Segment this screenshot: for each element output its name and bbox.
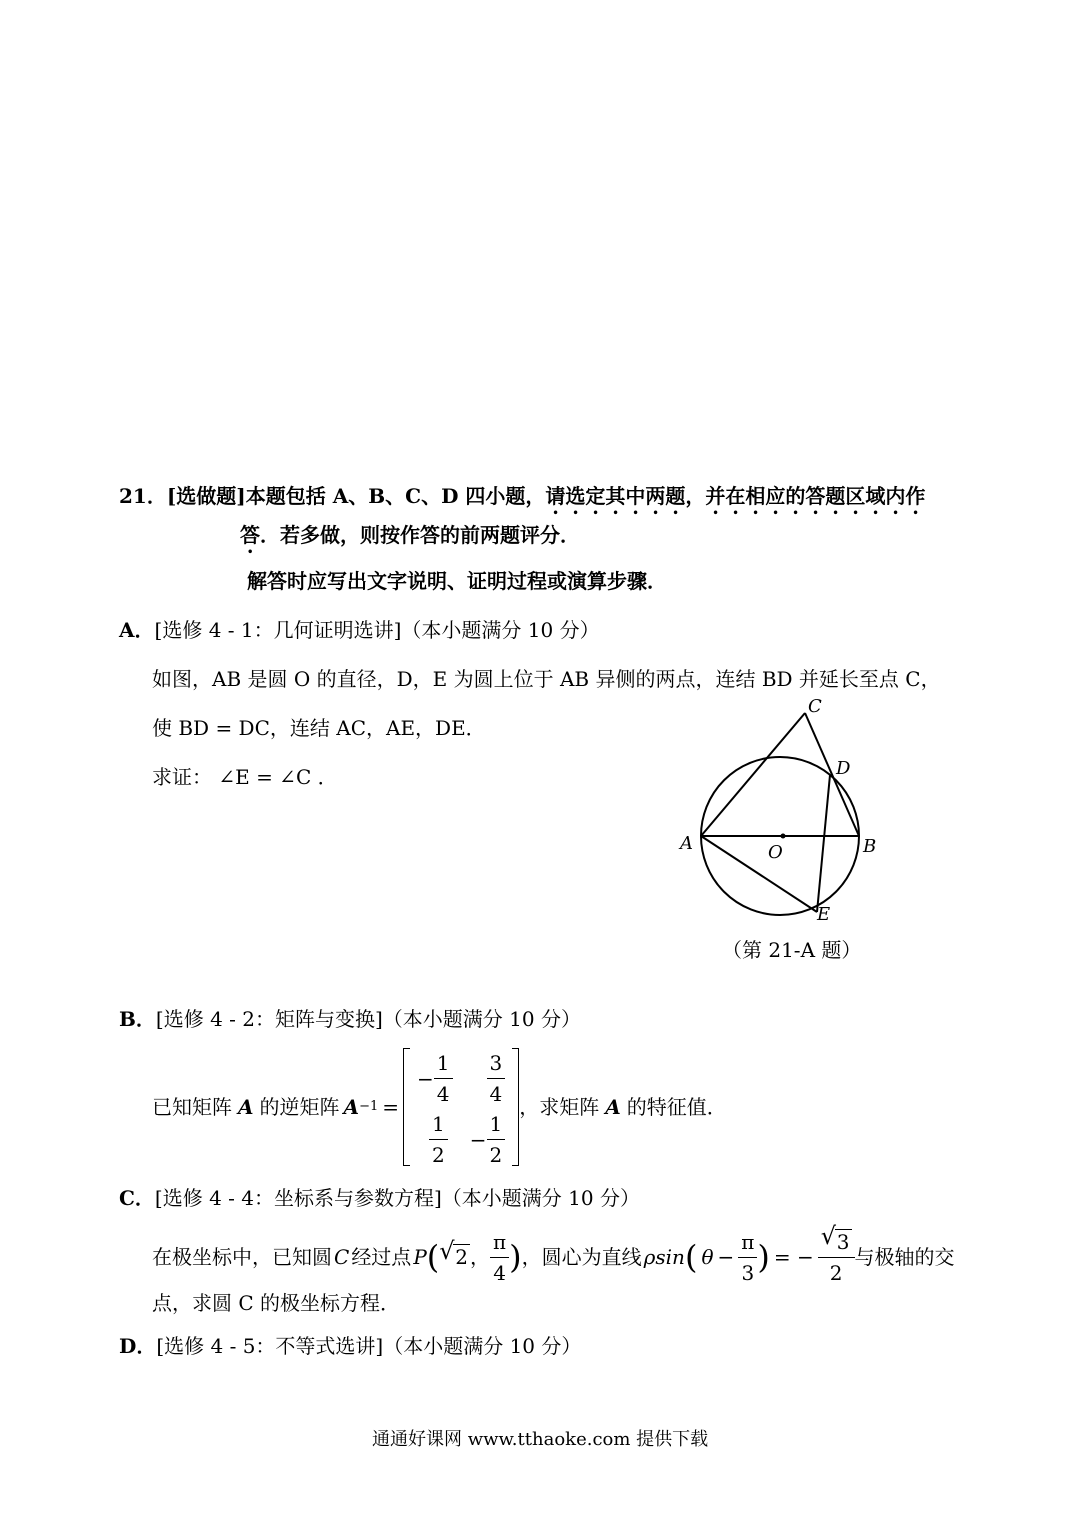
segment-ae [701, 836, 817, 912]
inverse-name: A [343, 1095, 360, 1119]
left-paren: ( [684, 1238, 698, 1276]
numerator: π [490, 1227, 509, 1258]
part-a-title: [选修 4 - 1：几何证明选讲]（本小题满分 10 分） [154, 618, 600, 642]
label-b: B [863, 836, 877, 857]
equals-minus: = − [773, 1245, 814, 1269]
denominator: 2 [489, 1143, 503, 1167]
equals-sign: = [382, 1095, 399, 1119]
circle-name: C [334, 1245, 350, 1269]
part-b-prefix: 已知矩阵 [152, 1095, 232, 1119]
question-21-header [119, 482, 925, 519]
page-footer: 通通好课网 www.tthaoke.com 提供下载 [372, 1429, 709, 1450]
matrix-row-1 [417, 1048, 505, 1109]
matrix-cell-12 [487, 1048, 506, 1109]
line2-emphasis: 答． [240, 523, 280, 547]
part-c-text2: 经过点 [351, 1245, 412, 1269]
part-c-text3: ，圆心为直线 [521, 1245, 642, 1269]
geometry-figure [670, 690, 900, 930]
part-c-statement [152, 1222, 955, 1288]
denominator: 3 [741, 1260, 755, 1285]
theta: θ [701, 1245, 714, 1269]
part-b-statement [152, 1047, 727, 1167]
part-a-line3: 求证： ∠E = ∠C ． [152, 765, 338, 789]
suffix-matrix-name: A [605, 1095, 621, 1119]
numerator: 1 [434, 1048, 453, 1079]
matrix-cell-11 [417, 1048, 453, 1109]
matrix-cell-22 [470, 1109, 506, 1170]
segment-cb [805, 713, 859, 836]
part-a-line2: 使 BD = DC，连结 AC，AE，DE． [152, 716, 486, 740]
rho-sin: ρsin [643, 1245, 685, 1269]
right-paren: ) [757, 1238, 770, 1276]
sqrt-3 [820, 1222, 852, 1257]
label-e: E [817, 904, 831, 925]
segment-ac [701, 713, 805, 836]
denominator: 4 [493, 1260, 506, 1285]
part-b-heading [119, 1005, 581, 1033]
part-c-text4: 与极轴的交 [854, 1245, 955, 1269]
numerator: 1 [429, 1109, 448, 1140]
question-21-line2 [240, 521, 580, 558]
part-b-label: B． [119, 1007, 156, 1031]
question-21-instruction: 解答时应写出文字说明、证明过程或演算步骤． [247, 569, 667, 593]
part-a-heading [119, 616, 600, 644]
part-c-label: C． [119, 1186, 155, 1210]
part-b-mid: 的逆矩阵 [259, 1095, 340, 1119]
part-b-suffix: ，求矩阵 [519, 1095, 600, 1119]
left-paren: ( [426, 1238, 440, 1276]
label-d: D [836, 758, 851, 779]
point-name: P [413, 1245, 427, 1269]
minus-sign: − [417, 1066, 434, 1091]
inverse-matrix [403, 1048, 519, 1166]
part-b-end: 的特征值． [626, 1095, 727, 1119]
sqrt-2 [439, 1237, 470, 1271]
label-a: A [680, 833, 693, 854]
label-c: C [808, 696, 822, 717]
part-d-heading [119, 1332, 581, 1360]
right-paren: ) [509, 1238, 522, 1276]
denominator: 2 [829, 1261, 843, 1286]
question-number: 21． [119, 484, 167, 508]
header-prefix: [选做题]本题包括 A、B、C、D 四小题， [166, 484, 546, 508]
numerator: 1 [487, 1109, 506, 1140]
comma: ， [470, 1245, 490, 1269]
part-c-line2: 点，求圆 C 的极坐标方程． [152, 1291, 401, 1315]
label-o: O [768, 842, 783, 863]
matrix-row-2 [417, 1109, 505, 1170]
figure-caption: （第 21-A 题） [722, 938, 862, 962]
numerator: 3 [487, 1048, 506, 1079]
minus-sign: − [717, 1245, 735, 1269]
segment-de [817, 775, 830, 912]
part-c-text1: 在极坐标中，已知圆 [152, 1245, 332, 1269]
part-d-title: [选修 4 - 5：不等式选讲]（本小题满分 10 分） [156, 1334, 582, 1358]
header-emphasis: 请选定其中两题，并在相应的答题区域内作 [545, 484, 926, 508]
part-a-label: A． [119, 618, 155, 642]
denominator: 4 [489, 1082, 503, 1106]
radical-sign: √ [820, 1222, 837, 1251]
part-c-heading [119, 1184, 640, 1212]
part-c-title: [选修 4 - 4：坐标系与参数方程]（本小题满分 10 分） [154, 1186, 640, 1210]
line2-rest: 若多做，则按作答的前两题评分． [280, 523, 580, 547]
inverse-sup: −1 [359, 1099, 379, 1114]
radicand: 3 [836, 1230, 850, 1255]
center-point [781, 834, 786, 839]
matrix-name: A [238, 1095, 254, 1119]
denominator: 4 [436, 1082, 450, 1106]
part-b-title: [选修 4 - 2：矩阵与变换]（本小题满分 10 分） [155, 1007, 581, 1031]
part-a-line1: 如图，AB 是圆 O 的直径，D，E 为圆上位于 AB 异侧的两点，连结 BD 并延长至点 C， [152, 667, 941, 691]
radical-sign: √ [439, 1237, 455, 1265]
matrix-cell-21 [429, 1109, 448, 1170]
radicand: 2 [455, 1245, 468, 1269]
minus-sign: − [469, 1127, 487, 1152]
denominator: 2 [432, 1143, 445, 1167]
numerator: π [738, 1227, 757, 1258]
part-d-label: D． [119, 1334, 157, 1358]
